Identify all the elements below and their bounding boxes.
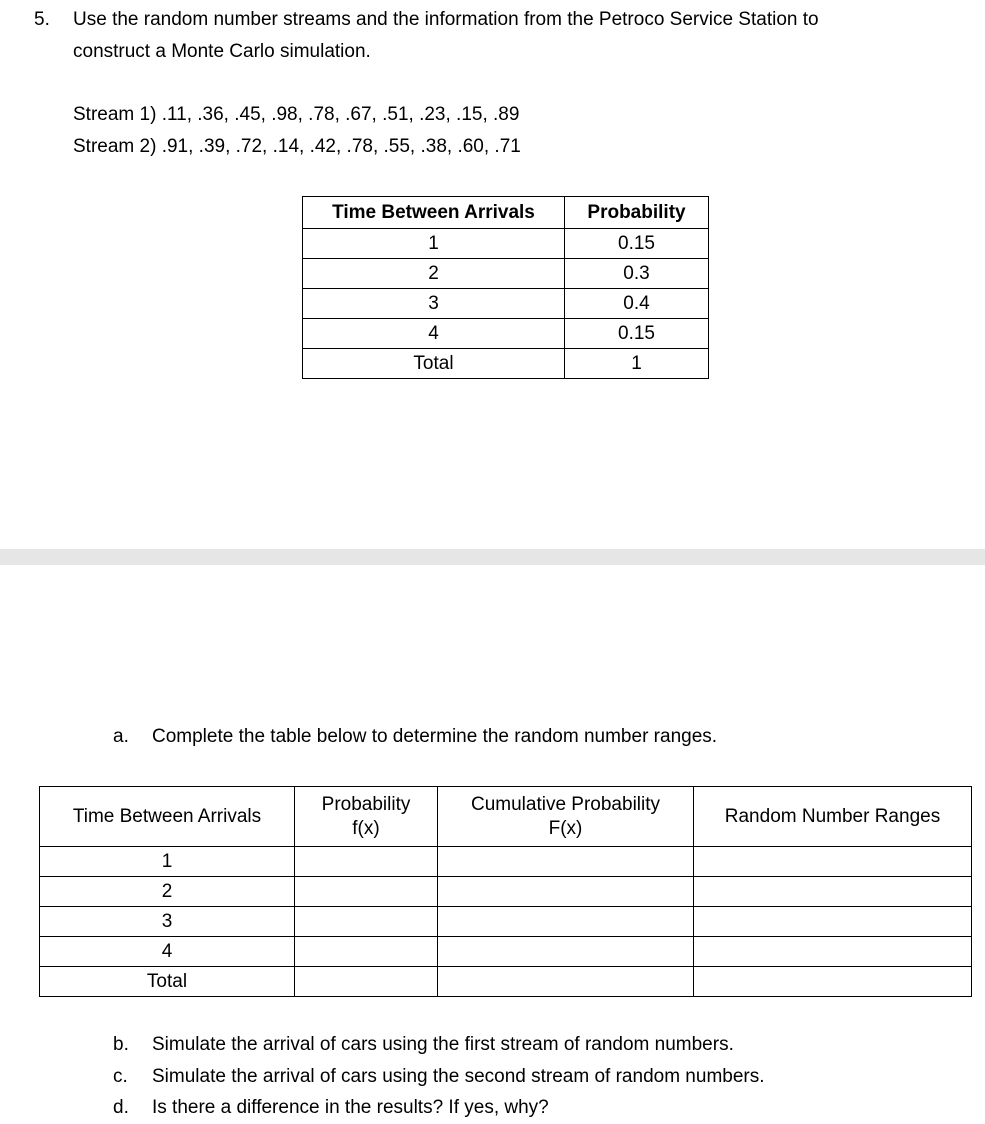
header-probability: Probability <box>565 197 709 229</box>
time-cell: Total <box>303 349 565 379</box>
cumulative-blank-cell <box>438 847 694 877</box>
table-row <box>40 907 972 937</box>
range-table-header <box>40 787 972 847</box>
probability-cell: 0.15 <box>565 229 709 259</box>
random-number-range-table <box>39 786 972 997</box>
table-row <box>40 937 972 967</box>
time-cell: Total <box>40 967 295 997</box>
probability-blank-cell <box>295 907 438 937</box>
header-cumulative-line1: Cumulative Probability <box>470 793 661 815</box>
header-time-between-arrivals: Time Between Arrivals <box>40 787 295 847</box>
range-blank-cell <box>694 907 972 937</box>
time-cell: 4 <box>40 937 295 967</box>
time-cell: 2 <box>303 259 565 289</box>
probability-cell: 0.3 <box>565 259 709 289</box>
header-probability <box>295 787 438 847</box>
header-time-between-arrivals: Time Between Arrivals <box>303 197 565 229</box>
stream-2: Stream 2) .91, .39, .72, .14, .42, .78, .55, .38, .60, .71 <box>73 136 521 157</box>
time-cell: 3 <box>303 289 565 319</box>
table-row <box>303 229 709 259</box>
range-blank-cell <box>694 847 972 877</box>
probability-blank-cell <box>295 847 438 877</box>
part-d-letter: d. <box>113 1097 129 1118</box>
cumulative-blank-cell <box>438 967 694 997</box>
question-number: 5. <box>34 9 50 30</box>
stream-1: Stream 1) .11, .36, .45, .98, .78, .67, .51, .23, .15, .89 <box>73 104 520 125</box>
header-probability-line2: f(x) <box>352 817 380 839</box>
distribution-table-header <box>303 197 709 229</box>
header-cumulative-line2: F(x) <box>548 817 583 839</box>
part-d-text: Is there a difference in the results? If yes, why? <box>152 1097 549 1118</box>
probability-blank-cell <box>295 937 438 967</box>
cumulative-blank-cell <box>438 877 694 907</box>
part-a-text: Complete the table below to determine the random number ranges. <box>152 726 718 747</box>
table-row-total <box>303 349 709 379</box>
distribution-table <box>302 196 709 379</box>
probability-cell: 1 <box>565 349 709 379</box>
time-cell: 1 <box>303 229 565 259</box>
part-c-letter: c. <box>113 1066 128 1087</box>
part-b-text: Simulate the arrival of cars using the first stream of random numbers. <box>152 1034 734 1055</box>
table-row <box>40 877 972 907</box>
header-random-number-ranges: Random Number Ranges <box>694 787 972 847</box>
part-b-letter: b. <box>113 1034 129 1055</box>
table-row <box>303 259 709 289</box>
time-cell: 3 <box>40 907 295 937</box>
cumulative-blank-cell <box>438 937 694 967</box>
cumulative-blank-cell <box>438 907 694 937</box>
probability-cell: 0.4 <box>565 289 709 319</box>
time-cell: 4 <box>303 319 565 349</box>
probability-cell: 0.15 <box>565 319 709 349</box>
table-row <box>40 847 972 877</box>
time-cell: 2 <box>40 877 295 907</box>
header-probability-line1: Probability <box>321 793 411 815</box>
question-text-line2: construct a Monte Carlo simulation. <box>73 41 371 62</box>
range-blank-cell <box>694 967 972 997</box>
page-divider <box>0 549 985 565</box>
header-cumulative-probability <box>438 787 694 847</box>
probability-blank-cell <box>295 877 438 907</box>
range-blank-cell <box>694 937 972 967</box>
part-c-text: Simulate the arrival of cars using the second stream of random numbers. <box>152 1066 765 1087</box>
table-row <box>303 289 709 319</box>
part-a-letter: a. <box>113 726 129 747</box>
table-row-total <box>40 967 972 997</box>
question-text-line1: Use the random number streams and the information from the Petroco Service Station to <box>73 9 819 30</box>
table-row <box>303 319 709 349</box>
range-blank-cell <box>694 877 972 907</box>
probability-blank-cell <box>295 967 438 997</box>
time-cell: 1 <box>40 847 295 877</box>
